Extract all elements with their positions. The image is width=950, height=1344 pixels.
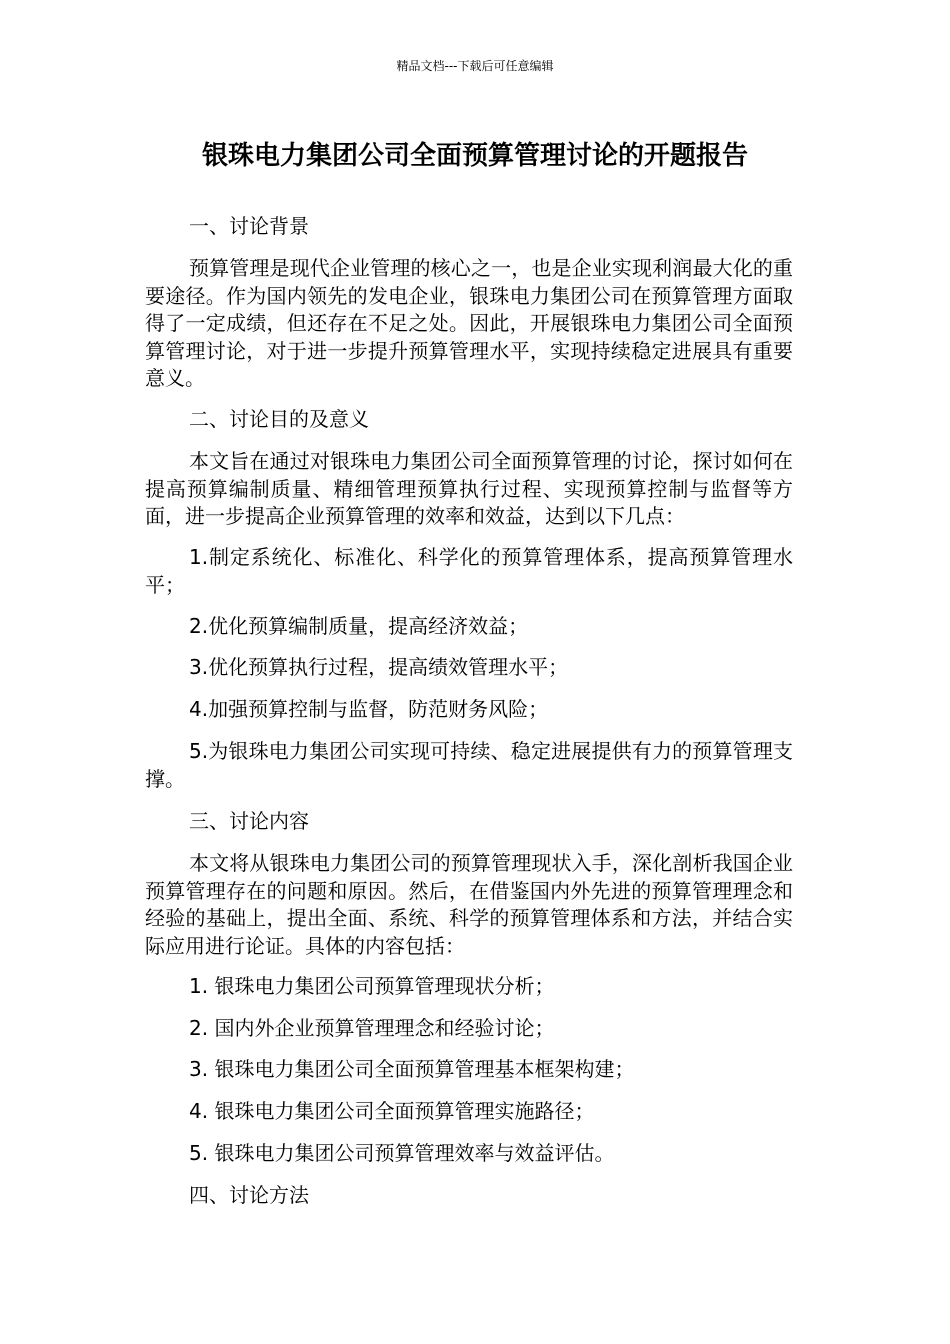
section-heading-background: 一、讨论背景: [189, 214, 309, 238]
list-item-content-2: 2. 国内外企业预算管理理念和经验讨论；: [189, 1016, 555, 1040]
list-item-content-5: 5. 银珠电力集团公司预算管理效率与效益评估。: [189, 1141, 615, 1165]
list-item-content-4: 4. 银珠电力集团公司全面预算管理实施路径；: [189, 1099, 595, 1123]
list-item-purpose-3: 3.优化预算执行过程，提高绩效管理水平；: [189, 655, 569, 679]
paragraph-purpose: 本文旨在通过对银珠电力集团公司全面预算管理的讨论，探讨如何在提高预算编制质量、精细管理预算执行过程、实现预算控制与监督等方面，进一步提高企业预算管理的效率和效益，达到以下几点：: [145, 449, 793, 528]
section-heading-purpose: 二、讨论目的及意义: [189, 407, 369, 431]
paragraph-content: 本文将从银珠电力集团公司的预算管理现状入手，深化剖析我国企业预算管理存在的问题和原因。然后，在借鉴国内外先进的预算管理理念和经验的基础上，提出全面、系统、科学的预算管理体系和方法，并结合实际应用进行论证。具体的内容包括：: [145, 851, 793, 958]
header-note: 精品文档---下载后可任意编辑: [396, 59, 554, 73]
list-item-content-3: 3. 银珠电力集团公司全面预算管理基本框架构建；: [189, 1057, 635, 1081]
section-heading-content: 三、讨论内容: [189, 809, 309, 833]
paragraph-background: 预算管理是现代企业管理的核心之一，也是企业实现利润最大化的重要途径。作为国内领先的发电企业，银珠电力集团公司在预算管理方面取得了一定成绩，但还存在不足之处。因此，开展银珠电力集团公司全面预算管理讨论，对于进一步提升预算管理水平，实现持续稳定进展具有重要意义。: [145, 256, 793, 390]
list-item-purpose-5: 5.为银珠电力集团公司实现可持续、稳定进展提供有力的预算管理支撑。: [145, 739, 793, 791]
document-title: 银珠电力集团公司全面预算管理讨论的开题报告: [201, 141, 748, 171]
list-item-purpose-2: 2.优化预算编制质量，提高经济效益；: [189, 614, 529, 638]
list-item-purpose-4: 4.加强预算控制与监督，防范财务风险；: [189, 697, 549, 721]
list-item-purpose-1: 1.制定系统化、标准化、科学化的预算管理体系，提高预算管理水平；: [145, 545, 793, 597]
section-heading-method: 四、讨论方法: [189, 1183, 309, 1207]
list-item-content-1: 1. 银珠电力集团公司预算管理现状分析；: [189, 974, 555, 998]
